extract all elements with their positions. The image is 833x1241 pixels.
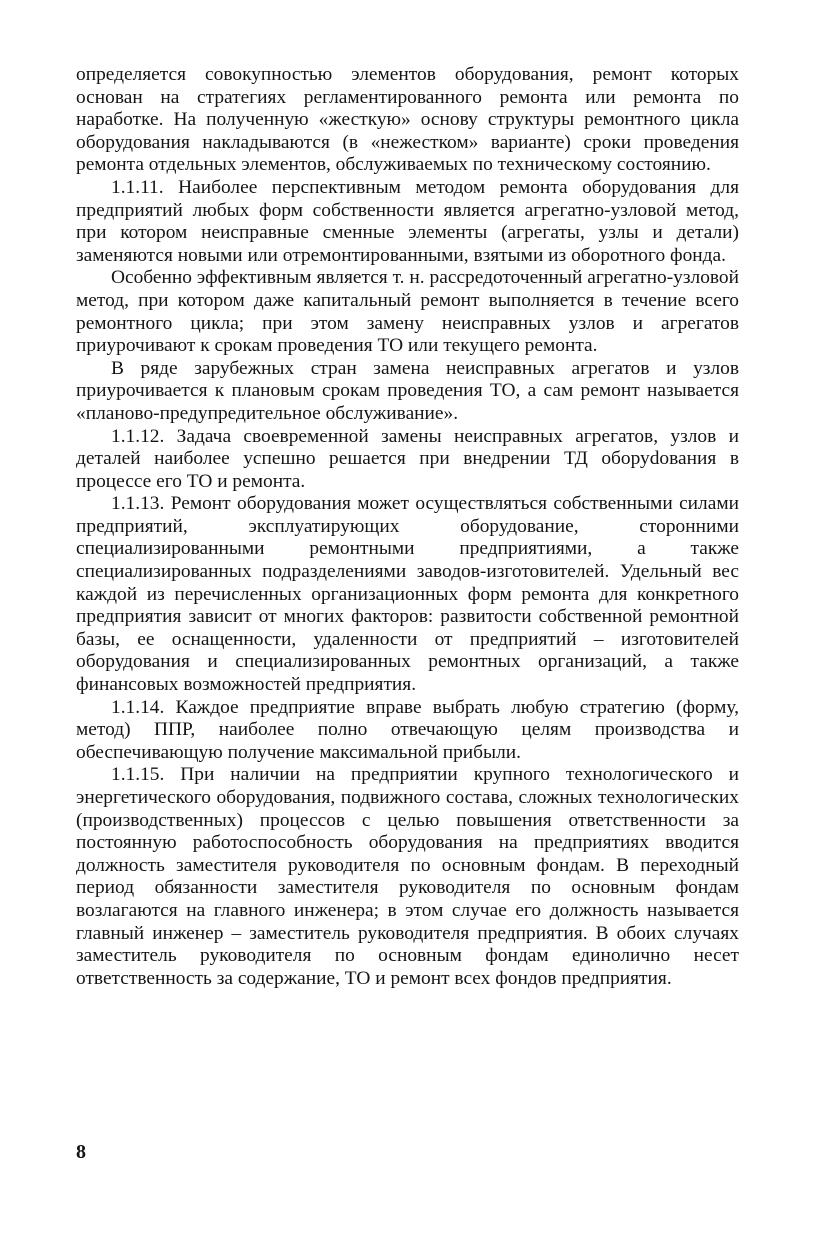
paragraph-1-1-12: 1.1.12. Задача своевременной замены неисправных агрегатов, узлов и деталей наиболее успешно решается при внедрении ТД оборуdования в процессе его ТО и ремонта. bbox=[76, 425, 739, 492]
page-body-text bbox=[76, 64, 739, 990]
paragraph-1-1-11: 1.1.11. Наиболее перспективным методом ремонта оборудования для предприятий любых форм собственности является агрегатно-узловой метод, при котором неисправные сменные элементы (агрегаты, узлы и детали) заменяются новыми или отремонтированными, взятыми из оборотного фонда. bbox=[76, 176, 739, 266]
paragraph-1-1-15: 1.1.15. При наличии на предприятии крупного технологического и энергетического оборудования, подвижного состава, сложных технологических (производственных) процессов с целью повышения ответственности за постоянную работоспособность оборудования на предприятиях вводится должность заместителя руководителя по основным фондам. В переходный период обязанности заместителя руководителя по основным фондам возлагаются на главного инженера; в этом случае его должность называется главный инженер – заместитель руководителя предприятия. В обоих случаях заместитель руководителя по основным фондам единолично несет ответственность за содержание, ТО и ремонт всех фондов предприятия. bbox=[76, 764, 739, 989]
paragraph-1-1-13: 1.1.13. Ремонт оборудования может осуществляться собственными силами предприятий, эксплуатирующих оборудование, сторонними специализированными ремонтными предприятиями, а также специализированных подразделениями заводов-изготовителей. Удельный вес каждой из перечисленных организационных форм ремонта для конкретного предприятия зависит от многих факторов: развитости собственной ремонтной базы, ее оснащенности, удаленности от предприятий – изготовителей оборудования и специализированных ремонтных организаций, а также финансовых возможностей предприятия. bbox=[76, 493, 739, 696]
paragraph-dispersed-method: Особенно эффективным является т. н. рассредоточенный агрегатно-узловой метод, при котором даже капитальный ремонт выполняется в течение всего ремонтного цикла; при этом замену неисправных узлов и агрегатов приурочивают к срокам проведения ТО или текущего ремонта. bbox=[76, 267, 739, 357]
paragraph-foreign-countries: В ряде зарубежных стран замена неисправных агрегатов и узлов приурочивается к плановым срокам проведения ТО, а сам ремонт называется «планово-предупредительное обслуживание». bbox=[76, 357, 739, 424]
page-number: 8 bbox=[76, 1141, 86, 1163]
paragraph-1-1-14: 1.1.14. Каждое предприятие вправе выбрать любую стратегию (форму, метод) ППР, наиболее полно отвечающую целям производства и обеспечивающую получение максимальной прибыли. bbox=[76, 696, 739, 763]
paragraph-continuation: определяется совокупностью элементов оборудования, ремонт которых основан на стратегиях регламентированного ремонта или ремонта по наработке. На полученную «жесткую» основу структуры ремонтного цикла оборудования накладываются (в «нежестком» варианте) сроки проведения ремонта отдельных элементов, обслуживаемых по техническому состоянию. bbox=[76, 64, 739, 176]
